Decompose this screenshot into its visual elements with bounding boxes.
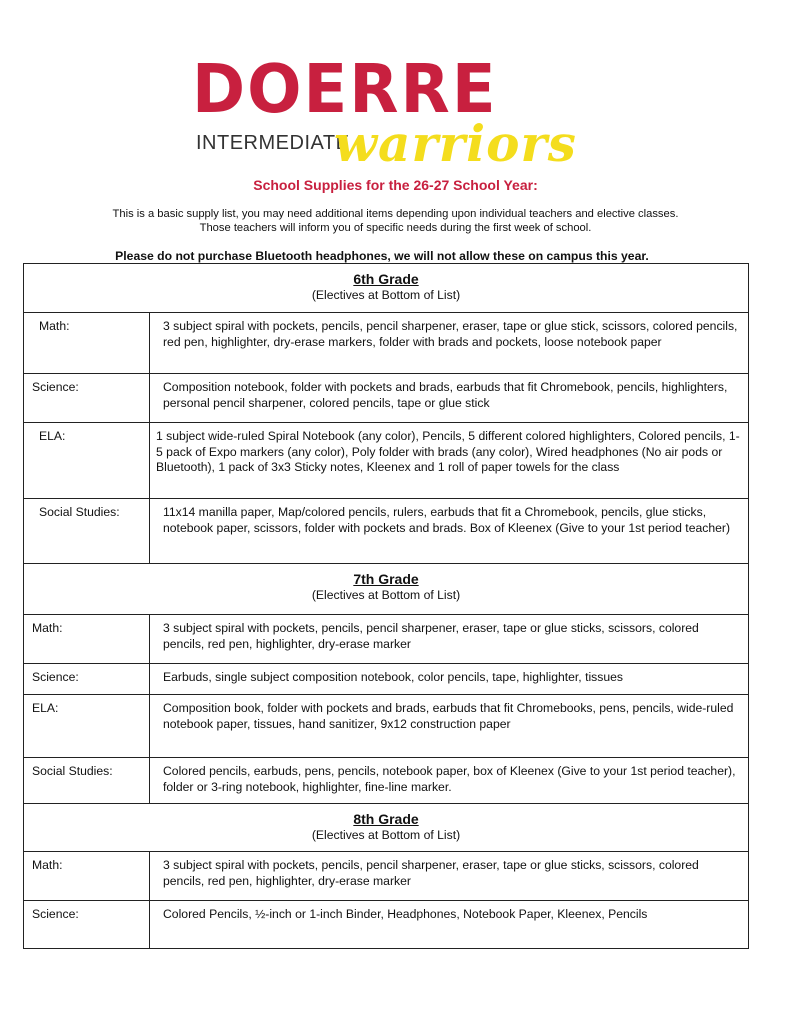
subject-cell: Math: bbox=[24, 313, 150, 374]
intro-text bbox=[40, 207, 751, 235]
supply-table bbox=[23, 263, 749, 949]
grade-note: (Electives at Bottom of List) bbox=[311, 828, 461, 842]
logo-intermediate-text: INTERMEDIATE bbox=[196, 132, 350, 154]
table-row bbox=[24, 499, 749, 564]
items-cell: Composition notebook, folder with pockets and brads, earbuds that fit Chromebook, pencils, highlighters, personal pencil sharpener, colored pencils, tape or glue stick bbox=[150, 374, 749, 423]
items-cell: Colored pencils, earbuds, pens, pencils, notebook paper, box of Kleenex (Give to your 1st period teacher), folder or 3-ring notebook, highlighter, fine-line marker. bbox=[150, 758, 749, 804]
grade-header bbox=[24, 564, 749, 615]
grade-header bbox=[24, 804, 749, 852]
items-cell: Earbuds, single subject composition notebook, color pencils, tape, highlighter, tissues bbox=[150, 664, 749, 695]
grade-name: 7th Grade bbox=[353, 571, 419, 587]
grade-header bbox=[24, 264, 749, 313]
subject-cell: Math: bbox=[24, 852, 150, 901]
logo-doerre-text: DOERRE bbox=[192, 50, 498, 129]
logo-warriors-text: warriors bbox=[334, 114, 577, 173]
bluetooth-warning: Please do not purchase Bluetooth headphones, we will not allow these on campus this year. bbox=[115, 249, 649, 263]
table-row bbox=[24, 758, 749, 804]
subject-cell: ELA: bbox=[24, 423, 150, 499]
grade-header-row bbox=[24, 804, 749, 852]
subject-cell: Science: bbox=[24, 374, 150, 423]
table-row bbox=[24, 852, 749, 901]
table-row bbox=[24, 423, 749, 499]
table-row bbox=[24, 615, 749, 664]
items-cell: 3 subject spiral with pockets, pencils, pencil sharpener, eraser, tape or glue sticks, scissors, colored pencils, red pen, highlighter, dry-erase marker bbox=[150, 852, 749, 901]
subject-cell: Science: bbox=[24, 901, 150, 949]
school-logo bbox=[192, 50, 592, 173]
page-title: School Supplies for the 26-27 School Year: bbox=[253, 177, 538, 193]
subject-cell: Science: bbox=[24, 664, 150, 695]
items-cell: Colored Pencils, ½-inch or 1-inch Binder, Headphones, Notebook Paper, Kleenex, Pencils bbox=[150, 901, 749, 949]
items-cell: 3 subject spiral with pockets, pencils, pencil sharpener, eraser, tape or glue sticks, scissors, colored pencils, red pen, highlighter, dry-erase marker bbox=[150, 615, 749, 664]
items-cell: 1 subject wide-ruled Spiral Notebook (any color), Pencils, 5 different colored highlighters, Colored pencils, 1- 5 pack of Expo markers (any color), Poly folder with brads (any color), Wired headphones (No air pods or Bluetooth), 1 pack of 3x3 Sticky notes, Kleenex and 1 roll of paper towels for the class bbox=[150, 423, 749, 499]
table-row bbox=[24, 664, 749, 695]
subject-cell: ELA: bbox=[24, 695, 150, 758]
items-cell: 11x14 manilla paper, Map/colored pencils, rulers, earbuds that fit a Chromebook, pencils, glue sticks, notebook paper, scissors, folder with pockets and brads. Box of Kleenex (Give to your 1st period teacher) bbox=[150, 499, 749, 564]
grade-header-row bbox=[24, 264, 749, 313]
subject-cell: Math: bbox=[24, 615, 150, 664]
items-cell: 3 subject spiral with pockets, pencils, pencil sharpener, eraser, tape or glue stick, scissors, colored pencils, red pen, highlighter, dry-erase markers, folder with brads and pockets, loose notebook paper bbox=[150, 313, 749, 374]
subject-cell: Social Studies: bbox=[24, 499, 150, 564]
subject-cell: Social Studies: bbox=[24, 758, 150, 804]
table-row bbox=[24, 313, 749, 374]
grade-name: 6th Grade bbox=[353, 271, 419, 287]
grade-name: 8th Grade bbox=[353, 811, 419, 827]
intro-line-2: Those teachers will inform you of specific needs during the first week of school. bbox=[199, 222, 592, 234]
intro-line-1: This is a basic supply list, you may need additional items depending upon individual teachers and elective classes. bbox=[112, 208, 679, 220]
items-cell: Composition book, folder with pockets and brads, earbuds that fit Chromebooks, pens, pencils, wide-ruled notebook paper, tissues, hand sanitizer, 9x12 construction paper bbox=[150, 695, 749, 758]
table-row bbox=[24, 901, 749, 949]
grade-note: (Electives at Bottom of List) bbox=[311, 288, 461, 302]
table-row bbox=[24, 695, 749, 758]
grade-header-row bbox=[24, 564, 749, 615]
table-row bbox=[24, 374, 749, 423]
grade-note: (Electives at Bottom of List) bbox=[311, 588, 461, 602]
